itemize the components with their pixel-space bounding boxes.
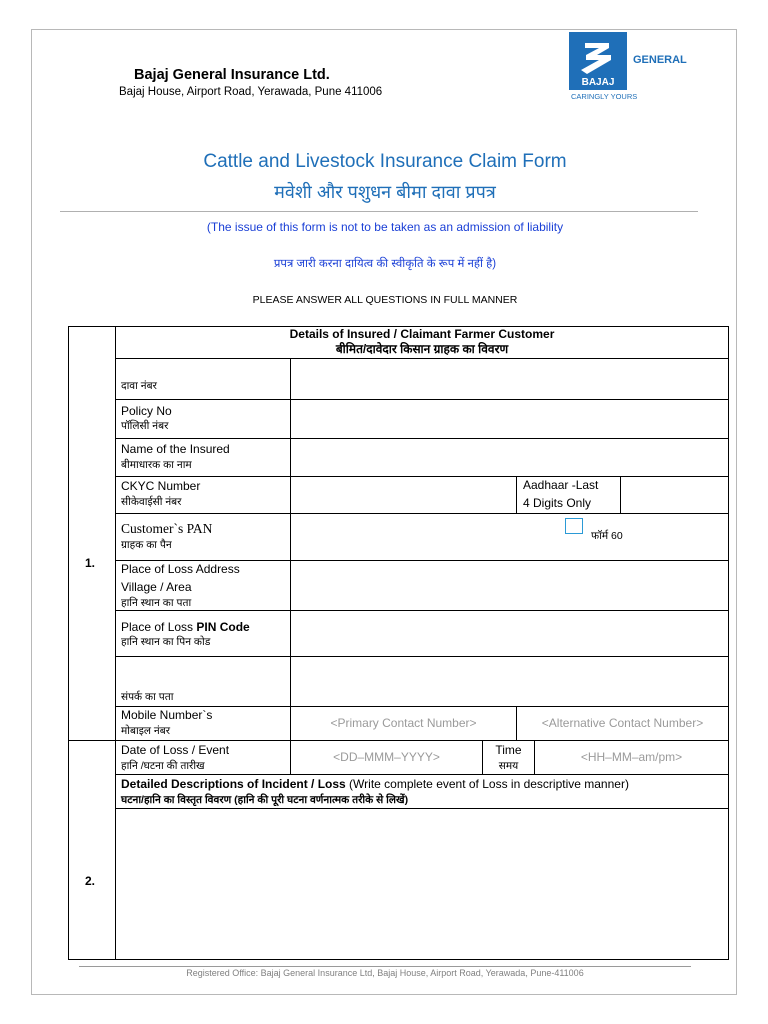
- instructions-text: PLEASE ANSWER ALL QUESTIONS IN FULL MANNER: [252, 294, 518, 306]
- policy-number-label: Policy No: [121, 404, 172, 418]
- time-of-loss-field[interactable]: <HH–MM–am/pm>: [580, 750, 683, 764]
- title-divider: [60, 211, 698, 212]
- claim-number-field[interactable]: [291, 359, 728, 399]
- table-border-left: [68, 326, 69, 960]
- form-title-hindi: मवेशी और पशुधन बीमा दावा प्रपत्र: [274, 182, 496, 202]
- description-heading-hindi: घटना/हानि का विस्तृत विवरण (हानि की पूरी घटना वर्णनात्मक तरीके से लिखें): [121, 794, 409, 806]
- disclaimer-hindi: प्रपत्र जारी करना दायित्व की स्वीकृति के रूप में नहीं है): [273, 258, 497, 270]
- aadhaar-last4-field[interactable]: [621, 477, 728, 513]
- section-1-heading-hindi: बीमित/दावेदार किसान ग्राहक का विवरण: [335, 342, 509, 356]
- company-name: Bajaj General Insurance Ltd.: [134, 67, 330, 83]
- insured-name-field[interactable]: [291, 439, 728, 476]
- row-line: [115, 774, 728, 775]
- date-of-loss-label: Date of Loss / Event: [121, 743, 230, 757]
- mobile-number-label: Mobile Number`s: [121, 708, 213, 722]
- bajaj-general-logo: [569, 32, 709, 100]
- loss-pin-field[interactable]: [291, 611, 728, 656]
- section-1-heading: Details of Insured / Claimant Farmer Customer: [289, 327, 555, 341]
- description-heading-rest: (Write complete event of Loss in descriptive manner): [345, 777, 629, 791]
- date-of-loss-label-hindi: हानि /घटना की तारीख: [121, 760, 205, 772]
- insured-name-label-hindi: बीमाधारक का नाम: [121, 459, 192, 471]
- mobile-number-label-hindi: मोबाइल नंबर: [121, 725, 171, 737]
- contact-address-label: संपर्क का पता: [121, 691, 174, 703]
- loss-pin-label-text: Place of Loss: [121, 620, 197, 634]
- logo-tagline: CARINGLY YOURS: [571, 92, 638, 100]
- loss-address-field[interactable]: [291, 561, 728, 610]
- section-divider: [68, 740, 729, 741]
- time-label: Time: [495, 743, 522, 757]
- section-2-number: 2.: [85, 874, 96, 888]
- form-60-label: फॉर्म 60: [591, 530, 623, 542]
- logo-brand-text: BAJAJ: [581, 77, 615, 88]
- claim-form-table: [68, 326, 729, 960]
- ckyc-number-label: CKYC Number: [121, 479, 201, 493]
- pan-label: Customer`s PAN: [121, 521, 213, 536]
- table-border-right: [728, 326, 729, 960]
- claim-form-page: [31, 29, 737, 995]
- incident-description-area[interactable]: [116, 809, 728, 959]
- disclaimer-english: (The issue of this form is not to be taken as an admission of liability: [206, 220, 564, 234]
- alternative-contact-field[interactable]: <Alternative Contact Number>: [541, 716, 704, 730]
- insured-name-label: Name of the Insured: [121, 442, 230, 456]
- logo-general-text: GENERAL: [633, 54, 687, 66]
- contact-address-field[interactable]: [291, 657, 728, 706]
- ckyc-number-field[interactable]: [291, 477, 516, 513]
- pan-field[interactable]: [291, 514, 561, 560]
- pan-label-hindi: ग्राहक का पैन: [121, 539, 172, 551]
- description-heading-bold: Detailed Descriptions of Incident / Loss: [121, 777, 346, 791]
- loss-address-label-line2: Village / Area: [121, 580, 192, 594]
- table-border-bottom: [68, 959, 729, 960]
- loss-pin-label: [121, 620, 250, 635]
- time-label-hindi: समय: [498, 760, 519, 772]
- row-line: [115, 706, 728, 707]
- footer-registered-office: Registered Office: Bajaj General Insurance Ltd, Bajaj House, Airport Road, Yerawada, Pune-411006: [186, 968, 584, 978]
- loss-address-label: Place of Loss Address: [121, 562, 240, 576]
- loss-pin-label-hindi: हानि स्थान का पिन कोड: [121, 636, 211, 648]
- policy-number-label-hindi: पॉलिसी नंबर: [121, 420, 169, 432]
- form-title-english: Cattle and Livestock Insurance Claim Form: [203, 151, 567, 172]
- claim-number-label: दावा नंबर: [121, 380, 157, 392]
- section-1-number: 1.: [85, 556, 96, 570]
- form-60-checkbox[interactable]: [565, 518, 583, 534]
- loss-address-label-hindi: हानि स्थान का पता: [121, 597, 192, 609]
- aadhaar-label-line2: 4 Digits Only: [523, 496, 592, 510]
- aadhaar-divider-left: [516, 476, 517, 513]
- footer-divider: [79, 966, 691, 967]
- aadhaar-label-line1: Aadhaar -Last: [523, 478, 599, 492]
- primary-contact-field[interactable]: <Primary Contact Number>: [330, 716, 477, 730]
- policy-number-field[interactable]: [291, 400, 728, 438]
- loss-pin-label-bold: PIN Code: [196, 620, 250, 634]
- description-heading: [121, 777, 629, 792]
- date-of-loss-field[interactable]: <DD–MMM–YYYY>: [333, 750, 440, 764]
- ckyc-number-label-hindi: सीकेवाईसी नंबर: [121, 496, 182, 508]
- company-address: Bajaj House, Airport Road, Yerawada, Pune 411006: [119, 86, 383, 98]
